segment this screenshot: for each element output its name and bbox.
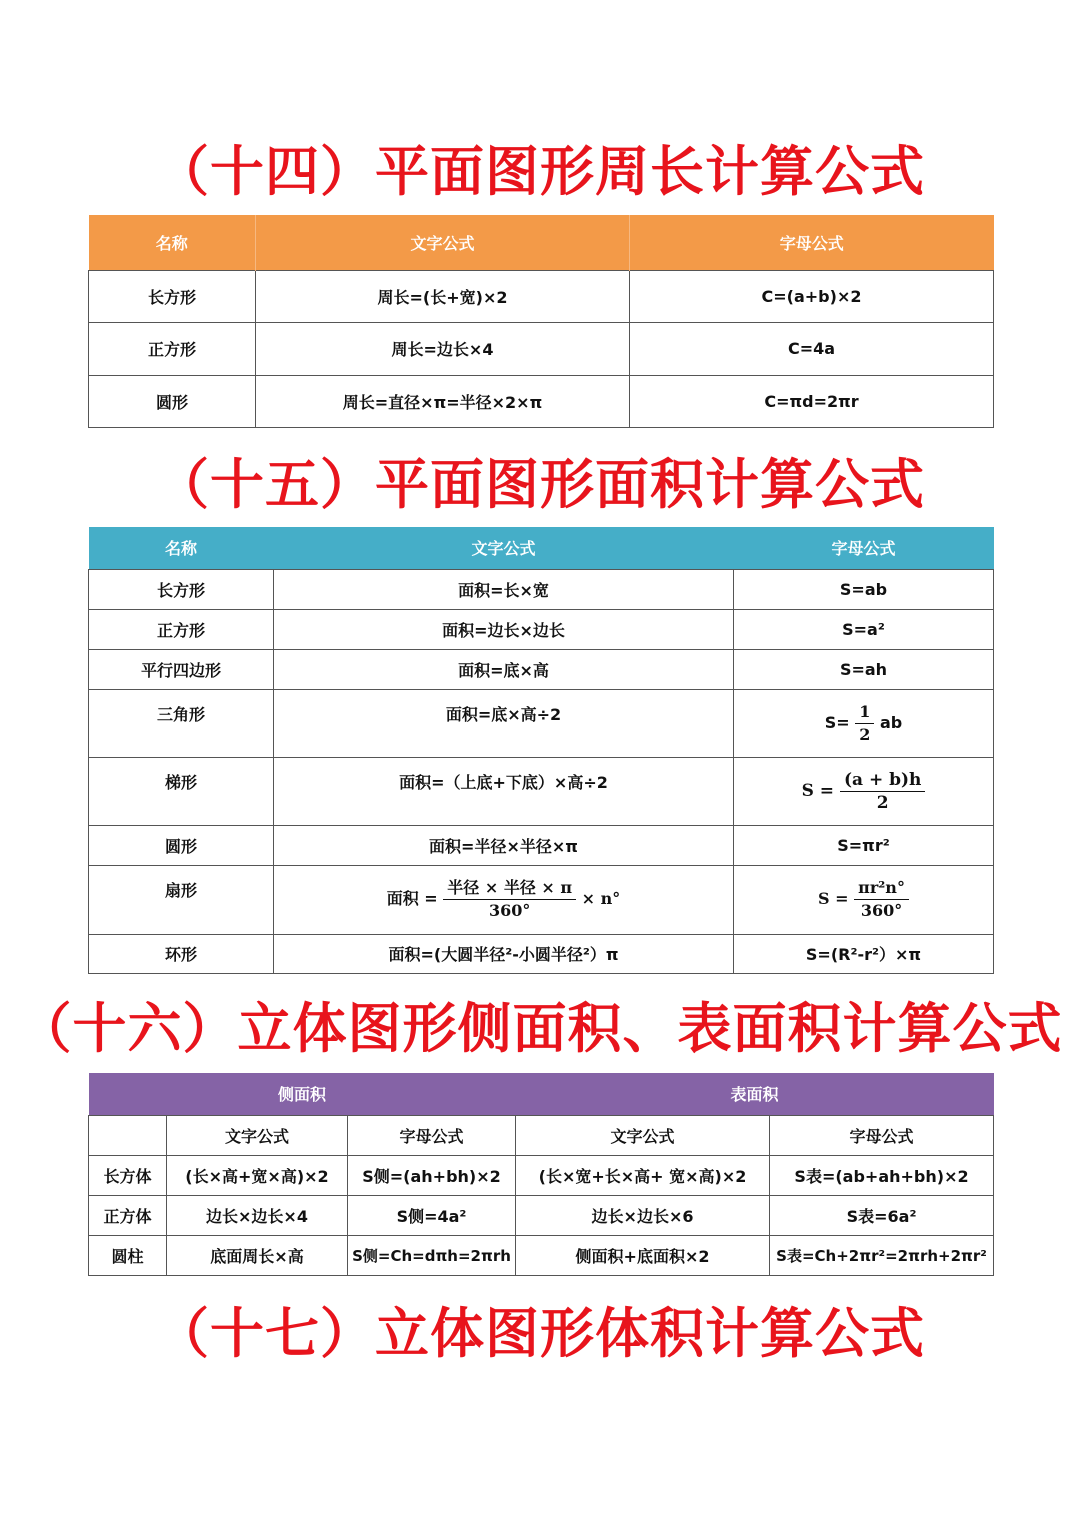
fraction — [855, 701, 874, 746]
section-16-title: （十六）立体图形侧面积、表面积计算公式 — [17, 997, 1063, 1060]
text-formula: 面积=底×高÷2 — [274, 689, 734, 757]
formula-prefix: S= — [824, 712, 850, 732]
table-row — [89, 689, 994, 757]
section-15-title: （十五）平面图形面积计算公式 — [155, 453, 925, 516]
letter-formula — [734, 689, 994, 757]
text-formula — [274, 865, 734, 934]
text-formula: 面积=（上底+下底）×高÷2 — [274, 757, 734, 825]
fraction-numerator: 1 — [855, 701, 874, 724]
shape-name: 扇形 — [89, 865, 274, 934]
letter-formula: C=πd=2πr — [630, 375, 994, 427]
header-letter-formula: 字母公式 — [734, 527, 994, 569]
table-row — [89, 865, 994, 934]
text-formula: 面积=边长×边长 — [274, 609, 734, 649]
table-row — [89, 322, 994, 375]
fraction-numerator: 半径 × 半径 × π — [443, 877, 576, 900]
surface-text-formula: 侧面积+底面积×2 — [516, 1235, 770, 1275]
fraction — [840, 769, 925, 814]
table-row — [89, 1155, 994, 1195]
table-row — [89, 1235, 994, 1275]
lateral-text-formula: 底面周长×高 — [167, 1235, 348, 1275]
letter-formula: S=ah — [734, 649, 994, 689]
shape-name: 正方形 — [89, 322, 256, 375]
table-row — [89, 757, 994, 825]
shape-name: 梯形 — [89, 757, 274, 825]
shape-name: 圆形 — [89, 825, 274, 865]
formula-suffix: × n° — [581, 889, 621, 908]
lateral-letter-formula: S侧=Ch=dπh=2πrh — [348, 1235, 516, 1275]
letter-formula — [734, 865, 994, 934]
text-formula: 面积=长×宽 — [274, 569, 734, 609]
header-lateral-text: 文字公式 — [167, 1115, 348, 1155]
table-row — [89, 934, 994, 973]
shape-name: 圆柱 — [89, 1235, 167, 1275]
surface-text-formula: 边长×边长×6 — [516, 1195, 770, 1235]
fraction — [854, 877, 909, 922]
letter-formula: C=(a+b)×2 — [630, 270, 994, 322]
table-row — [89, 569, 994, 609]
letter-formula — [734, 757, 994, 825]
empty-header-cell — [89, 1115, 167, 1155]
surface-letter-formula: S表=(ab+ah+bh)×2 — [770, 1155, 994, 1195]
lateral-text-formula: 边长×边长×4 — [167, 1195, 348, 1235]
fraction-numerator: πr²n° — [854, 877, 909, 900]
text-formula: 周长=直径×π=半径×2×π — [256, 375, 630, 427]
perimeter-formula-table — [88, 215, 994, 428]
formula-prefix: 面积 = — [386, 889, 438, 908]
table-row — [89, 649, 994, 689]
shape-name: 平行四边形 — [89, 649, 274, 689]
text-formula: 面积=底×高 — [274, 649, 734, 689]
text-formula: 周长=边长×4 — [256, 322, 630, 375]
surface-text-formula: (长×宽+长×高+ 宽×高)×2 — [516, 1155, 770, 1195]
header-text-formula: 文字公式 — [256, 215, 630, 270]
shape-name: 长方形 — [89, 569, 274, 609]
shape-name: 长方形 — [89, 270, 256, 322]
fraction-denominator: 2 — [859, 724, 871, 744]
fraction-denominator: 2 — [876, 792, 889, 813]
table-row — [89, 375, 994, 427]
header-letter-formula: 字母公式 — [630, 215, 994, 270]
shape-name: 长方体 — [89, 1155, 167, 1195]
letter-formula: S=(R²-r²）×π — [734, 934, 994, 973]
surface-letter-formula: S表=Ch+2πr²=2πrh+2πr² — [770, 1235, 994, 1275]
lateral-letter-formula: S侧=(ah+bh)×2 — [348, 1155, 516, 1195]
header-surface-text: 文字公式 — [516, 1115, 770, 1155]
header-surface-letter: 字母公式 — [770, 1115, 994, 1155]
letter-formula: C=4a — [630, 322, 994, 375]
header-surface-area: 表面积 — [516, 1073, 994, 1115]
surface-letter-formula: S表=6a² — [770, 1195, 994, 1235]
letter-formula: S=ab — [734, 569, 994, 609]
table-sub-header-row — [89, 1115, 994, 1155]
formula-prefix: S = — [818, 889, 849, 908]
table-row — [89, 1195, 994, 1235]
table-group-header-row — [89, 1073, 994, 1115]
fraction-numerator: (a + b)h — [840, 769, 925, 792]
lateral-text-formula: (长×高+宽×高)×2 — [167, 1155, 348, 1195]
shape-name: 正方形 — [89, 609, 274, 649]
lateral-letter-formula: S侧=4a² — [348, 1195, 516, 1235]
area-formula-table — [88, 527, 994, 974]
text-formula: 周长=(长+宽)×2 — [256, 270, 630, 322]
shape-name: 正方体 — [89, 1195, 167, 1235]
letter-formula: S=a² — [734, 609, 994, 649]
shape-name: 圆形 — [89, 375, 256, 427]
header-text-formula: 文字公式 — [274, 527, 734, 569]
text-formula: 面积=(大圆半径²-小圆半径²）π — [274, 934, 734, 973]
letter-formula: S=πr² — [734, 825, 994, 865]
formula-suffix: ab — [879, 712, 903, 732]
header-name: 名称 — [89, 215, 256, 270]
table-row — [89, 270, 994, 322]
shape-name: 环形 — [89, 934, 274, 973]
section-17-title: （十七）立体图形体积计算公式 — [155, 1302, 925, 1365]
formula-prefix: S = — [801, 780, 835, 801]
header-lateral-area: 侧面积 — [89, 1073, 516, 1115]
table-header-row — [89, 527, 994, 569]
surface-area-formula-table — [88, 1073, 994, 1276]
section-14-title: （十四）平面图形周长计算公式 — [155, 140, 925, 203]
table-row — [89, 825, 994, 865]
shape-name: 三角形 — [89, 689, 274, 757]
header-lateral-letter: 字母公式 — [348, 1115, 516, 1155]
table-header-row — [89, 215, 994, 270]
table-row — [89, 609, 994, 649]
text-formula: 面积=半径×半径×π — [274, 825, 734, 865]
fraction-denominator: 360° — [488, 901, 531, 920]
header-name: 名称 — [89, 527, 274, 569]
fraction — [443, 877, 576, 922]
fraction-denominator: 360° — [860, 901, 903, 920]
